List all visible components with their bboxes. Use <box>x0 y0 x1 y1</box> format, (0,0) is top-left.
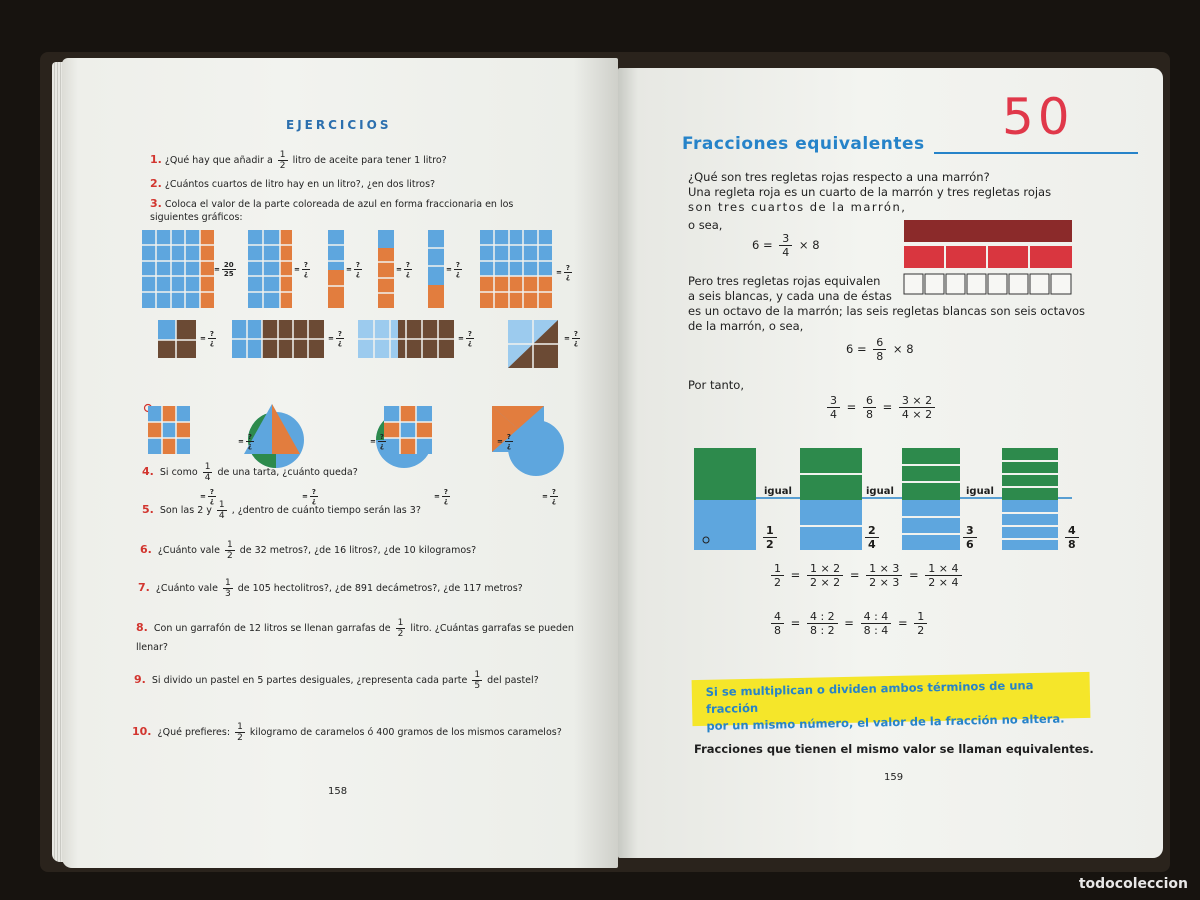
exercise-6 <box>140 540 590 561</box>
exercise-text-post: de 105 hectolitros?, ¿de 891 decámetros?, ¿de 117 metros? <box>237 583 523 594</box>
exercise-9 <box>134 670 592 691</box>
exercise-7 <box>138 578 593 599</box>
graphic-label-11: = $\frac{?}{¿}$ <box>238 433 252 450</box>
graphic-label-6: = $\frac{?}{¿}$ <box>556 264 570 281</box>
graphic-diagonal-square <box>508 320 558 368</box>
graphic-label-3: = $\frac{?}{¿}$ <box>346 261 360 278</box>
exercise-5 <box>142 500 582 521</box>
exercise-text-pre: ¿Cuántos cuartos de litro hay en un litro?, ¿en dos litros? <box>164 179 436 190</box>
equation-1: 6 = $\frac{3}{4}$ × 8 <box>752 232 820 259</box>
graphic-label-16: = $\frac{?}{¿}$ <box>434 488 448 505</box>
rule-line-1: Si se multiplican o dividen ambos términos de una fracción <box>705 678 1034 716</box>
equation-3: $\frac{3}{4}$ = $\frac{6}{8}$ = $\frac{3 \times 2}{4 \times 2}$ <box>824 394 938 421</box>
watermark: todocoleccion <box>1078 876 1188 892</box>
exercise-fraction: $\frac{1}{5}$ <box>474 670 481 691</box>
brown-rod <box>904 220 1072 242</box>
exercise-number: 6. <box>140 543 152 556</box>
graphic-label-7: = $\frac{?}{¿}$ <box>200 330 214 347</box>
graphic-grid-5 <box>480 230 552 308</box>
equation-4: $\frac{1}{2}$ = $\frac{1 \times 2}{2 \times 2}$ = $\frac{1 \times 3}{2 \times 3}$ = $\frac{1 \times 4}{2 \times 4}$ <box>768 562 965 589</box>
graphic-brown-square <box>158 320 196 358</box>
exercise-fraction: $\frac{1}{2}$ <box>397 618 404 639</box>
white-rods <box>904 274 1071 294</box>
igual-label-2: igual <box>866 486 894 497</box>
exercise-number: 3. <box>150 197 162 210</box>
exercise-number: 5. <box>142 503 154 516</box>
exercises-title: EJERCICIOS <box>286 118 392 132</box>
paragraph-2c: es un octavo de la marrón; las seis regletas blancas son seis octavos <box>688 304 1085 318</box>
exercise-text-pre: ¿Qué hay que añadir a <box>164 155 273 166</box>
exercise-number: 8. <box>136 621 148 634</box>
rule-text <box>706 676 1087 735</box>
bar-sixths <box>902 448 960 550</box>
bar-fraction-1: $\frac{1}{2}$ <box>760 524 780 551</box>
bar-halves <box>694 448 756 550</box>
page-number-right: 159 <box>884 772 904 783</box>
red-rods <box>904 246 1072 268</box>
exercise-1 <box>150 150 590 171</box>
graphic-label-14: = $\frac{?}{¿}$ <box>200 488 214 505</box>
paragraph-1b: son tres cuartos de la marrón, <box>688 200 907 214</box>
exercise-number: 4. <box>142 465 154 478</box>
exercise-2 <box>150 177 590 191</box>
exercise-text-pre: Son las 2 y <box>159 505 212 516</box>
title-rule <box>934 152 1138 154</box>
exercise-text-pre: Si como <box>159 467 198 478</box>
exercise-text-post: , ¿dentro de cuánto tiempo serán las 3? <box>231 505 421 516</box>
page-number-left: 158 <box>328 786 348 797</box>
graphic-label-5: = $\frac{?}{¿}$ <box>446 261 460 278</box>
graphic-label-12: = $\frac{?}{¿}$ <box>370 433 384 450</box>
lesson-title: Fracciones equivalentes <box>682 134 925 154</box>
right-page <box>618 68 1163 858</box>
graphic-checker-1 <box>148 406 190 454</box>
bar-fraction-4: $\frac{4}{8}$ <box>1062 524 1082 551</box>
igual-label-1: igual <box>764 486 792 497</box>
regletas-diagram <box>902 218 1074 300</box>
exercise-text-post: kilogramo de caramelos ó 400 gramos de los mismos caramelos? <box>249 727 562 738</box>
exercise-number: 9. <box>134 673 146 686</box>
exercise-fraction: $\frac{1}{2}$ <box>279 150 286 171</box>
graphic-label-10: = $\frac{?}{¿}$ <box>564 330 578 347</box>
bar-fraction-2: $\frac{2}{4}$ <box>862 524 882 551</box>
exercise-number: 10. <box>132 725 152 738</box>
exercise-text-pre: ¿Cuánto vale <box>157 545 220 556</box>
exercise-8 <box>136 618 592 656</box>
exercise-number: 7. <box>138 581 150 594</box>
conclusion-text: Fracciones que tienen el mismo valor se llaman equivalentes. <box>694 742 1094 756</box>
graphic-label-9: = $\frac{?}{¿}$ <box>458 330 472 347</box>
graphic-bar-4 <box>428 230 444 308</box>
equation-2: 6 = $\frac{6}{8}$ × 8 <box>846 336 914 363</box>
equivalence-bars <box>692 446 1092 556</box>
graphic-bar-2 <box>328 230 344 308</box>
question-text: ¿Qué son tres regletas rojas respecto a una marrón? <box>688 170 990 184</box>
exercise-text-post: de una tarta, ¿cuánto queda? <box>217 467 358 478</box>
exercise-text-pre: ¿Cuánto vale <box>155 583 218 594</box>
exercise-text-pre: Con un garrafón de 12 litros se llenan garrafas de <box>153 623 391 634</box>
graphic-label-17: = $\frac{?}{¿}$ <box>542 488 556 505</box>
graphic-bar-3 <box>378 230 394 308</box>
graphic-label-1: = $\frac{20}{25}$ <box>214 261 234 278</box>
exercise-fraction: $\frac{1}{4}$ <box>218 500 225 521</box>
exercise-text-pre: Si divido un pastel en 5 partes desiguales, ¿representa cada parte <box>151 675 468 686</box>
lesson-number: 50 <box>1002 88 1074 146</box>
exercise-number: 1. <box>150 153 162 166</box>
graphic-light-grid <box>358 320 454 358</box>
exercise-text-pre: ¿Qué prefieres: <box>157 727 231 738</box>
paragraph-2a: Pero tres regletas rojas equivalen <box>688 274 881 288</box>
exercise-fraction: $\frac{1}{4}$ <box>204 462 211 483</box>
paragraph-2d: de la marrón, o sea, <box>688 319 804 333</box>
exercise-text-post: del pastel? <box>487 675 539 686</box>
left-page <box>62 58 618 868</box>
exercise-text-pre: Coloca el valor de la parte coloreada de azul en forma fraccionaria en los siguientes gráficos: <box>150 199 514 223</box>
exercise-number: 2. <box>150 177 162 190</box>
paragraph-1a: Una regleta roja es un cuarto de la marrón y tres regletas rojas <box>688 185 1052 199</box>
graphic-checker-2 <box>384 406 432 454</box>
paragraph-2b: a seis blancas, y cada una de éstas <box>688 289 892 303</box>
exercise-text-post: litro. ¿Cuántas garrafas se pueden llenar? <box>136 623 574 653</box>
equation-5: $\frac{4}{8}$ = $\frac{4 : 2}{8 : 2}$ = $\frac{4 : 4}{8 : 4}$ = $\frac{1}{2}$ <box>768 610 930 637</box>
graphic-label-15: = $\frac{?}{¿}$ <box>302 488 316 505</box>
bar-eighths <box>1002 448 1058 550</box>
graphic-grid-25 <box>142 230 214 308</box>
por-tanto: Por tanto, <box>688 378 744 392</box>
graphic-label-8: = $\frac{?}{¿}$ <box>328 330 342 347</box>
exercise-fraction: $\frac{1}{3}$ <box>224 578 231 599</box>
exercise-text-post: litro de aceite para tener 1 litro? <box>292 155 447 166</box>
bar-quarters <box>800 448 862 550</box>
exercise-4 <box>142 462 582 483</box>
bar-fraction-3: $\frac{3}{6}$ <box>960 524 980 551</box>
igual-label-3: igual <box>966 486 994 497</box>
graphic-label-4: = $\frac{?}{¿}$ <box>396 261 410 278</box>
graphic-label-2: = $\frac{?}{¿}$ <box>294 261 308 278</box>
exercise-fraction: $\frac{1}{2}$ <box>237 722 243 743</box>
exercise-3 <box>150 197 560 224</box>
graphic-label-13: = $\frac{?}{¿}$ <box>497 433 511 450</box>
exercise-fraction: $\frac{1}{2}$ <box>226 540 233 561</box>
graphic-wide-grid <box>232 320 324 358</box>
graphic-tall-1 <box>248 230 292 308</box>
exercise-text-post: de 32 metros?, ¿de 16 litros?, ¿de 10 kilogramos? <box>239 545 477 556</box>
paragraph-1c: o sea, <box>688 218 723 232</box>
rule-line-2: por un mismo número, el valor de la fracción no altera. <box>706 711 1065 733</box>
exercise-10 <box>132 722 594 743</box>
